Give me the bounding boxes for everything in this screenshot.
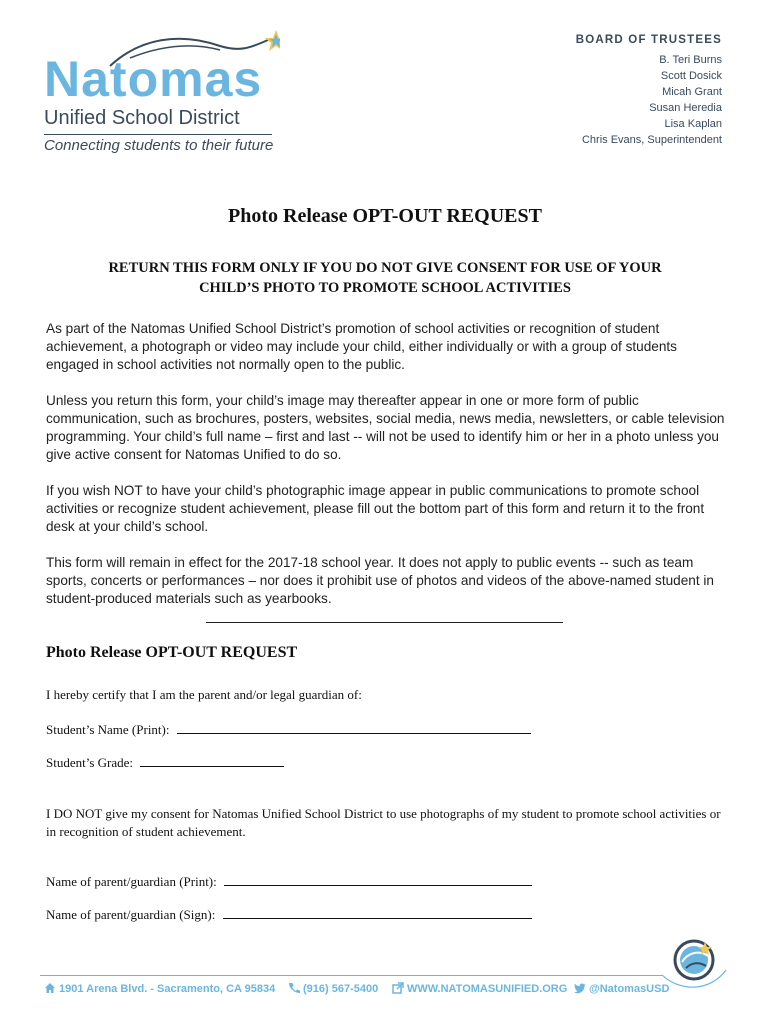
parent-print-field[interactable] — [224, 873, 532, 886]
board-member: Chris Evans, Superintendent — [581, 134, 722, 146]
instruction-heading — [40, 258, 730, 298]
student-name-row — [46, 721, 531, 738]
board-member: Micah Grant — [662, 86, 722, 98]
phone-text: (916) 567-5400 — [303, 983, 379, 995]
website-text: WWW.NATOMASUNIFIED.ORG — [407, 983, 568, 995]
student-grade-label: Student’s Grade: — [46, 755, 134, 770]
district-logo — [40, 28, 290, 158]
student-name-field[interactable] — [177, 721, 531, 734]
paragraph-promotion: As part of the Natomas Unified School District’s promotion of school activities or recognition of student achievement, a photograph or video may include your child, either individually or with a group of students engaged in school activities not normally open to the public. — [46, 321, 677, 372]
parent-sign-label: Name of parent/guardian (Sign): — [46, 907, 216, 922]
home-icon — [44, 982, 56, 994]
board-member: Susan Heredia — [649, 102, 722, 114]
board-member: B. Teri Burns — [659, 54, 722, 66]
board-member: Lisa Kaplan — [664, 118, 722, 130]
twitter-handle: @NatomasUSD — [589, 983, 670, 995]
parent-sign-row — [46, 906, 532, 923]
student-name-label: Student’s Name (Print): — [46, 722, 170, 737]
board-title: BOARD OF TRUSTEES — [575, 34, 722, 46]
footer-divider — [40, 975, 662, 976]
paragraph-image-use: Unless you return this form, your child’s image may thereafter appear in one or more form of public communication, such as brochures, posters, websites, social media, news media, newsletters, or cable television programming. Your child’s full name – first and last -- will not be used to identify him or her in a photo unless you give active consent for Natomas Unified to do so. — [46, 393, 725, 462]
student-grade-field[interactable] — [140, 754, 284, 767]
board-member: Scott Dosick — [660, 70, 722, 82]
footer-address — [44, 982, 275, 995]
footer-website-link[interactable] — [392, 982, 567, 995]
parent-print-row — [46, 873, 532, 890]
parent-sign-field[interactable] — [223, 906, 532, 919]
section-divider — [206, 622, 563, 623]
paragraph-opt-out: If you wish NOT to have your child’s photographic image appear in public communications to promote school activities or recognize student achievement, please fill out the bottom part of this form and return it to the front desk at your child’s school. — [46, 483, 705, 534]
phone-icon — [288, 982, 300, 994]
twitter-bird-icon — [574, 982, 586, 994]
district-seal-icon — [672, 938, 716, 982]
form-title: Photo Release OPT-OUT REQUEST — [46, 644, 298, 661]
logo-wordmark: Natomas — [44, 51, 263, 107]
logo-tagline: Connecting students to their future — [44, 137, 274, 154]
logo-subtitle: Unified School District — [44, 107, 240, 129]
footer-phone[interactable] — [288, 982, 378, 995]
page-title: Photo Release OPT-OUT REQUEST — [228, 205, 542, 227]
footer-twitter-link[interactable] — [574, 982, 669, 995]
student-grade-row — [46, 754, 284, 771]
instruction-line: CHILD’S PHOTO TO PROMOTE SCHOOL ACTIVITIES — [199, 280, 571, 296]
paragraph-effective: This form will remain in effect for the 2017-18 school year. It does not apply to public events -- such as team sports, concerts or performances – nor does it prohibit use of photos and videos of the above-named student in student-produced materials such as yearbooks. — [46, 555, 714, 606]
certify-statement: I hereby certify that I am the parent and/or legal guardian of: — [46, 687, 362, 702]
consent-statement: I DO NOT give my consent for Natomas Unified School District to use photographs of my student to promote school activities or in recognition of student achievement. — [46, 806, 721, 839]
instruction-line: RETURN THIS FORM ONLY IF YOU DO NOT GIVE CONSENT FOR USE OF YOUR — [108, 260, 662, 276]
board-of-trustees — [576, 34, 722, 148]
parent-print-label: Name of parent/guardian (Print): — [46, 874, 217, 889]
external-link-icon — [392, 982, 404, 994]
address-text: 1901 Arena Blvd. - Sacramento, CA 95834 — [59, 983, 276, 995]
